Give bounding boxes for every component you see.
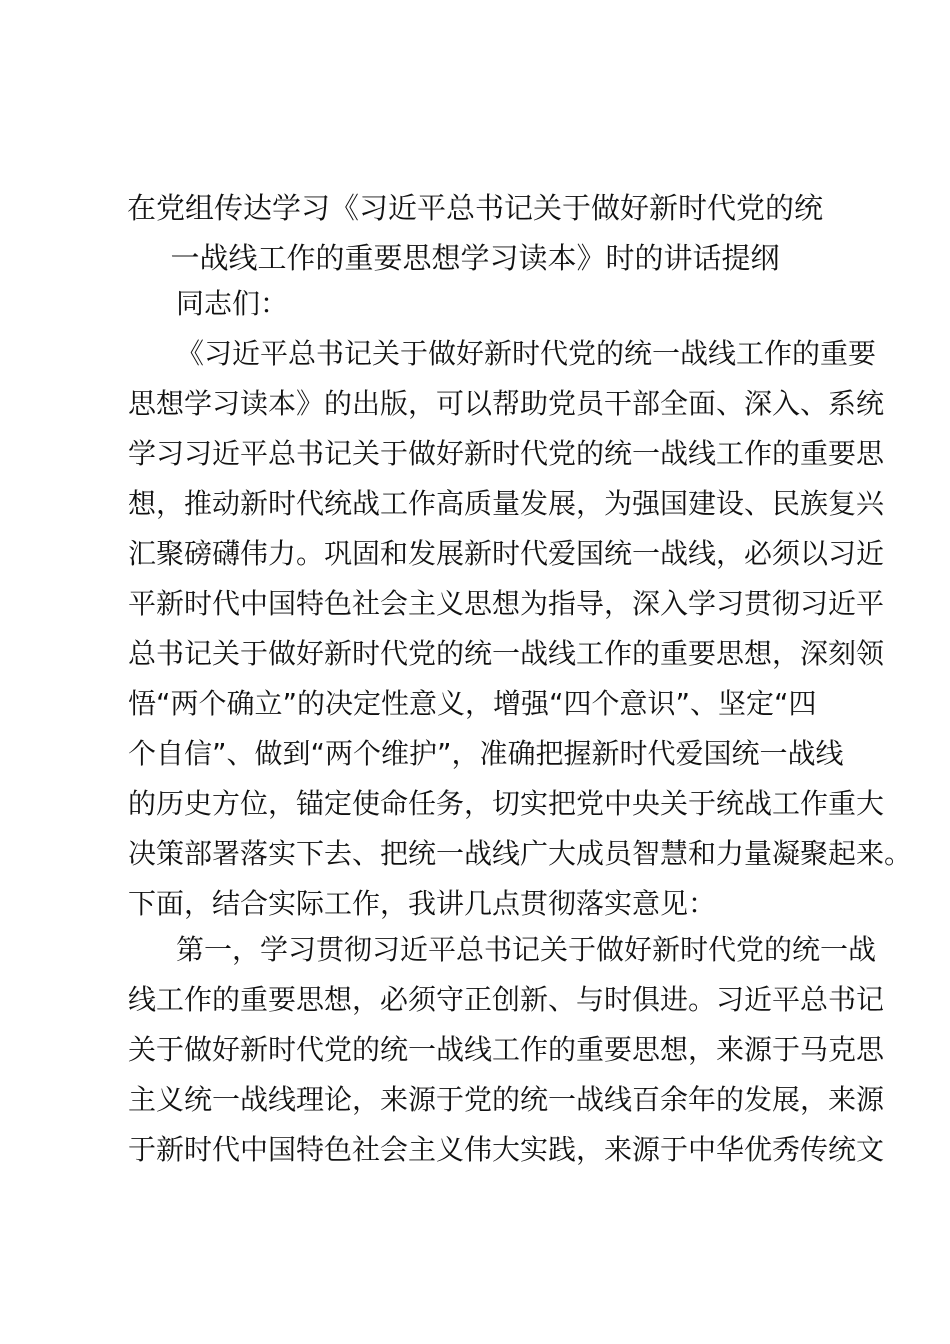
paragraph-line: 平新时代中国特色社会主义思想为指导，深入学习贯彻习近平 — [128, 587, 885, 620]
paragraph-line: 总书记关于做好新时代党的统一战线工作的重要思想，深刻领 — [128, 637, 885, 670]
paragraph-line: 的历史方位，锚定使命任务，切实把党中央关于统战工作重大 — [128, 787, 885, 820]
paragraph-line: 下面，结合实际工作，我讲几点贯彻落实意见： — [128, 887, 717, 920]
paragraph-line: 第一，学习贯彻习近平总书记关于做好新时代党的统一战 — [176, 933, 877, 966]
paragraph-line: 学习习近平总书记关于做好新时代党的统一战线工作的重要思 — [128, 437, 885, 470]
salutation: 同志们： — [176, 287, 289, 320]
paragraph-line: 个自信”、做到“两个维护”，准确把握新时代爱国统一战线 — [128, 737, 844, 770]
paragraph-line: 汇聚磅礴伟力。巩固和发展新时代爱国统一战线，必须以习近 — [128, 537, 885, 570]
document-title-line-1: 在党组传达学习《习近平总书记关于做好新时代党的统 — [126, 191, 823, 225]
paragraph-line: 《习近平总书记关于做好新时代党的统一战线工作的重要 — [176, 337, 877, 370]
paragraph-line: 悟“两个确立”的决定性意义，增强“四个意识”、坚定“四 — [128, 687, 817, 720]
paragraph-line: 主义统一战线理论，来源于党的统一战线百余年的发展，来源 — [128, 1083, 885, 1116]
paragraph-line: 想，推动新时代统战工作高质量发展，为强国建设、民族复兴 — [128, 487, 885, 520]
paragraph-line: 关于做好新时代党的统一战线工作的重要思想，来源于马克思 — [128, 1033, 885, 1066]
document-title-line-2: 一战线工作的重要思想学习读本》时的讲话提纲 — [170, 241, 780, 275]
paragraph-line: 决策部署落实下去、把统一战线广大成员智慧和力量凝聚起来。 — [128, 837, 913, 870]
paragraph-line: 思想学习读本》的出版，可以帮助党员干部全面、深入、系统 — [128, 387, 885, 420]
paragraph-line: 线工作的重要思想，必须守正创新、与时俱进。习近平总书记 — [128, 983, 885, 1016]
paragraph-line: 于新时代中国特色社会主义伟大实践，来源于中华优秀传统文 — [128, 1133, 885, 1166]
